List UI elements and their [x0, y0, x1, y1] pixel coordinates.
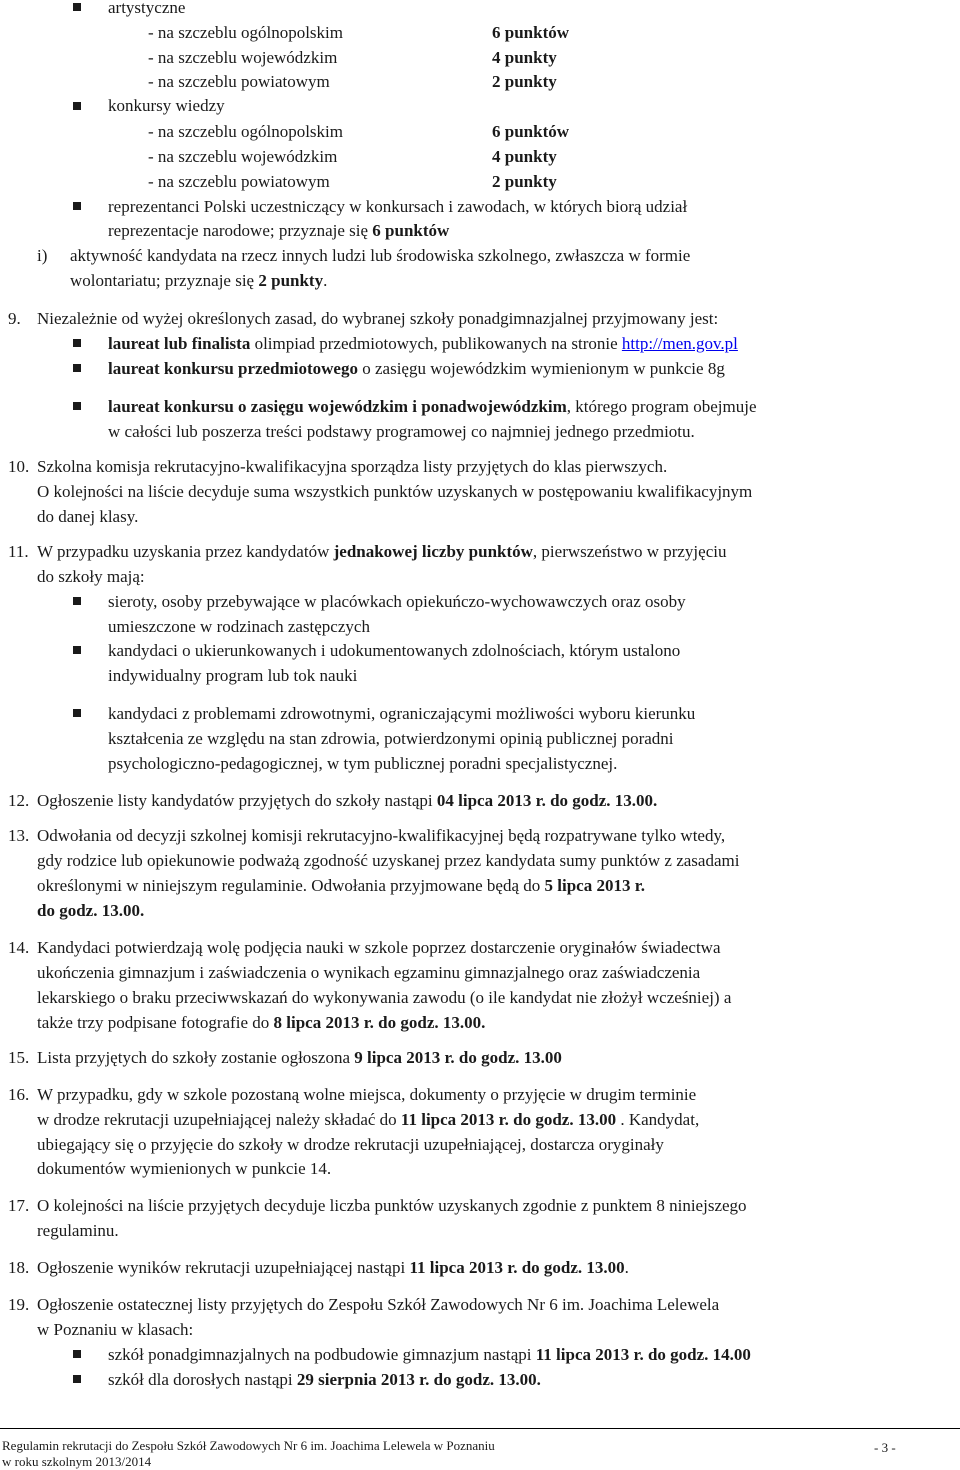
art-row-3-level: - na szczeblu powiatowym: [148, 72, 330, 91]
para-13-line-4: do godz. 13.00.: [37, 901, 145, 920]
quiz-row-1-points: 6 punktów: [492, 122, 570, 141]
para-18-text: Ogłoszenie wyników rekrutacji uzupełniającej nastąpi 11 lipca 2013 r. do godz. 13.00.: [37, 1258, 629, 1277]
para-11-bullet-2-line-2: indywidualny program lub tok nauki: [108, 666, 358, 685]
bullet-icon: [73, 709, 81, 717]
para-9-bullet-3: laureat konkursu o zasięgu wojewódzkim i ponadwojewódzkim, którego program obejmuje: [108, 397, 757, 416]
men-gov-link[interactable]: http://men.gov.pl: [621, 334, 738, 353]
para-18-number: 18.: [8, 1258, 30, 1277]
para-16-line-2: w drodze rekrutacji uzupełniającej należy składać do 11 lipca 2013 r. do godz. 13.00 . Kandydat,: [37, 1110, 700, 1129]
para-11-bullet-3: kandydaci z problemami zdrowotnymi, ograniczającymi możliwości wyboru kierunku: [108, 704, 696, 723]
para-11-bullet-3-line-3: psychologiczno-pedagogicznej, w tym publicznej poradni specjalistycznej.: [108, 754, 618, 773]
para-16-line-4: dokumentów wymienionych w punkcie 14.: [37, 1159, 332, 1178]
para-19-bullet-2: szkół dla dorosłych nastąpi 29 sierpnia 2013 r. do godz. 13.00.: [108, 1370, 541, 1389]
bullet-icon: [73, 339, 81, 347]
page-number: - 3 -: [874, 1440, 896, 1455]
item-i-line-1: aktywność kandydata na rzecz innych ludzi lub środowiska szkolnego, zwłaszcza w formie: [70, 246, 691, 265]
para-19-line-2: w Poznaniu w klasach:: [37, 1320, 194, 1339]
footer-line-2: w roku szkolnym 2013/2014: [2, 1454, 152, 1469]
para-10-line-3: do danej klasy.: [37, 507, 139, 526]
quiz-row-2-level: - na szczeblu wojewódzkim: [148, 147, 338, 166]
quiz-row-3-points: 2 punkty: [492, 172, 557, 191]
bullet-icon: [73, 1350, 81, 1358]
para-13-line-3: określonymi w niniejszym regulaminie. Odwołania przyjmowane będą do 5 lipca 2013 r.: [37, 876, 645, 895]
para-9-bullet-2: laureat konkursu przedmiotowego o zasięgu wojewódzkim wymienionym w punkcie 8g: [108, 359, 725, 378]
bullet-icon: [73, 102, 81, 110]
bullet-icon: [73, 1375, 81, 1383]
para-9-bullet-3-line-2: w całości lub poszerza treści podstawy programowej co najmniej jednego przedmiotu.: [108, 422, 695, 441]
bullet-icon: [73, 3, 81, 11]
para-11-line-2: do szkoły mają:: [37, 567, 145, 586]
reps-line-2: reprezentacje narodowe; przyznaje się 6 punktów: [108, 221, 450, 240]
para-13-line-1: Odwołania od decyzji szkolnej komisji rekrutacyjno-kwalifikacyjnej będą rozpatrywane tylko wtedy,: [37, 826, 726, 845]
art-row-3-points: 2 punkty: [492, 72, 557, 91]
bullet-icon: [73, 402, 81, 410]
item-i-label: i): [37, 246, 48, 265]
para-11-bullet-2: kandydaci o ukierunkowanych i udokumentowanych zdolnościach, którym ustalono: [108, 641, 681, 660]
list-item-art: artystyczne: [108, 0, 186, 17]
footer-line-1: Regulamin rekrutacji do Zespołu Szkół Zawodowych Nr 6 im. Joachima Lelewela w Poznaniu: [2, 1438, 495, 1453]
para-14-line-1: Kandydaci potwierdzają wolę podjęcia nauki w szkole poprzez dostarczenie oryginałów świadectwa: [37, 938, 721, 957]
para-13-number: 13.: [8, 826, 30, 845]
reps-line-1: reprezentanci Polski uczestniczący w konkursach i zawodach, w których biorą udział: [108, 197, 688, 216]
para-9-bullet-1: laureat lub finalista olimpiad przedmiotowych, publikowanych na stronie http://men.gov.pl: [108, 334, 738, 353]
para-16-number: 16.: [8, 1085, 30, 1104]
para-14-line-4: także trzy podpisane fotografie do 8 lipca 2013 r. do godz. 13.00.: [37, 1013, 486, 1032]
bullet-icon: [73, 202, 81, 210]
item-i-line-2: wolontariatu; przyznaje się 2 punkty.: [70, 271, 328, 290]
para-12-number: 12.: [8, 791, 30, 810]
bullet-icon: [73, 597, 81, 605]
para-10-line-2: O kolejności na liście decyduje suma wszystkich punktów uzyskanych w postępowaniu kwalifikacyjnym: [37, 482, 753, 501]
para-19-number: 19.: [8, 1295, 30, 1314]
art-row-2-level: - na szczeblu wojewódzkim: [148, 48, 338, 67]
para-15-number: 15.: [8, 1048, 30, 1067]
art-row-1-level: - na szczeblu ogólnopolskim: [148, 23, 343, 42]
para-15-text: Lista przyjętych do szkoły zostanie ogłoszona 9 lipca 2013 r. do godz. 13.00: [37, 1048, 562, 1067]
para-16-line-3: ubiegający się o przyjęcie do szkoły w drodze rekrutacji uzupełniającej, dostarcza oryginały: [37, 1135, 664, 1154]
para-16-line-1: W przypadku, gdy w szkole pozostaną wolne miejsca, dokumenty o przyjęcie w drugim terminie: [37, 1085, 697, 1104]
para-17-line-2: regulaminu.: [37, 1221, 119, 1240]
para-11-bullet-3-line-2: kształcenia ze względu na stan zdrowia, potwierdzonymi opinią publicznej poradni: [108, 729, 674, 748]
para-10-line-1: Szkolna komisja rekrutacyjno-kwalifikacyjna sporządza listy przyjętych do klas pierwszych.: [37, 457, 668, 476]
para-14-number: 14.: [8, 938, 30, 957]
para-9-text: Niezależnie od wyżej określonych zasad, do wybranej szkoły ponadgimnazjalnej przyjmowany jest:: [37, 309, 719, 328]
quiz-row-3-level: - na szczeblu powiatowym: [148, 172, 330, 191]
para-17-line-1: O kolejności na liście przyjętych decyduje liczba punktów uzyskanych zgodnie z punktem 8 niniejszego: [37, 1196, 747, 1215]
para-11-line-1: W przypadku uzyskania przez kandydatów jednakowej liczby punktów, pierwszeństwo w przyjęciu: [37, 542, 727, 561]
art-row-2-points: 4 punkty: [492, 48, 557, 67]
quiz-row-2-points: 4 punkty: [492, 147, 557, 166]
para-14-line-3: lekarskiego o braku przeciwwskazań do wykonywania zawodu (o ile kandydat nie złożył wcześniej) a: [37, 988, 732, 1007]
art-row-1-points: 6 punktów: [492, 23, 570, 42]
para-12-text: Ogłoszenie listy kandydatów przyjętych do szkoły nastąpi 04 lipca 2013 r. do godz. 13.00.: [37, 791, 658, 810]
para-9-number: 9.: [8, 309, 21, 328]
para-19-line-1: Ogłoszenie ostatecznej listy przyjętych do Zespołu Szkół Zawodowych Nr 6 im. Joachima Lelewela: [37, 1295, 720, 1314]
para-19-bullet-1: szkół ponadgimnazjalnych na podbudowie gimnazjum nastąpi 11 lipca 2013 r. do godz. 14.00: [108, 1345, 751, 1364]
para-11-number: 11.: [8, 542, 29, 561]
quiz-row-1-level: - na szczeblu ogólnopolskim: [148, 122, 343, 141]
para-13-line-2: gdy rodzice lub opiekunowie podważą zgodność uzyskanej przez kandydata sumy punktów z zasadami: [37, 851, 740, 870]
para-10-number: 10.: [8, 457, 30, 476]
bullet-icon: [73, 646, 81, 654]
para-11-bullet-1-line-2: umieszczone w rodzinach zastępczych: [108, 617, 370, 636]
para-11-bullet-1: sieroty, osoby przebywające w placówkach opiekuńczo-wychowawczych oraz osoby: [108, 592, 686, 611]
list-item-quiz: konkursy wiedzy: [108, 96, 225, 115]
para-17-number: 17.: [8, 1196, 30, 1215]
para-14-line-2: ukończenia gimnazjum i zaświadczenia o wynikach egzaminu gimnazjalnego oraz zaświadczenia: [37, 963, 701, 982]
bullet-icon: [73, 364, 81, 372]
footer-divider: [0, 1428, 960, 1429]
